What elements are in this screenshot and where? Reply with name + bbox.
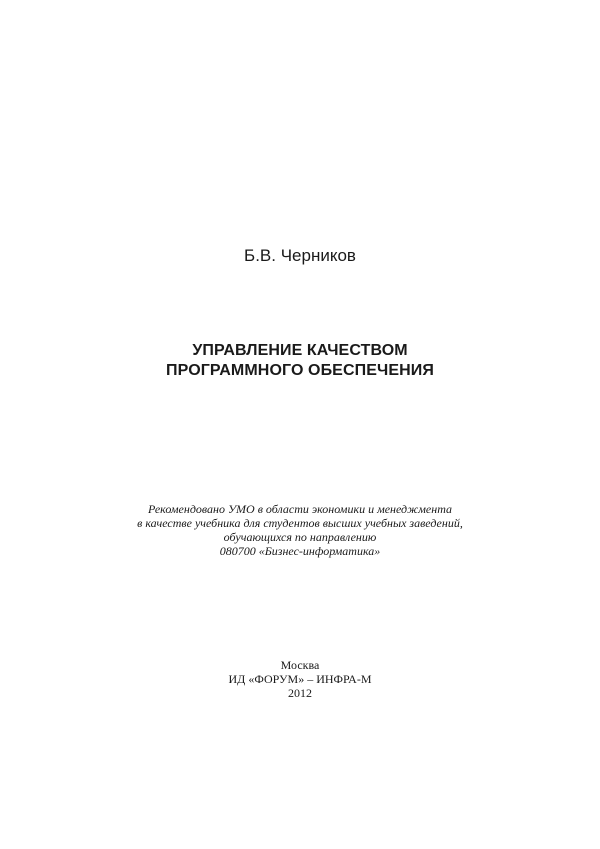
recommendation-note (0, 502, 600, 558)
book-title (0, 341, 600, 381)
imprint-city: Москва (280, 658, 320, 672)
imprint-year: 2012 (288, 686, 312, 700)
book-title-line-2: ПРОГРАММНОГО ОБЕСПЕЧЕНИЯ (166, 362, 434, 379)
book-title-line-1: УПРАВЛЕНИЕ КАЧЕСТВОМ (192, 342, 408, 359)
recommendation-line-3: обучающихся по направлению (223, 530, 377, 544)
publisher-imprint (0, 658, 600, 700)
imprint-publisher: ИД «ФОРУМ» – ИНФРА-М (228, 672, 372, 686)
author-name: Б.В. Черников (244, 246, 356, 265)
recommendation-line-2: в качестве учебника для студентов высших учебных заведений, (137, 516, 463, 530)
recommendation-line-4: 080700 «Бизнес-информатика» (219, 544, 381, 558)
recommendation-line-1: Рекомендовано УМО в области экономики и менеджмента (147, 502, 453, 516)
